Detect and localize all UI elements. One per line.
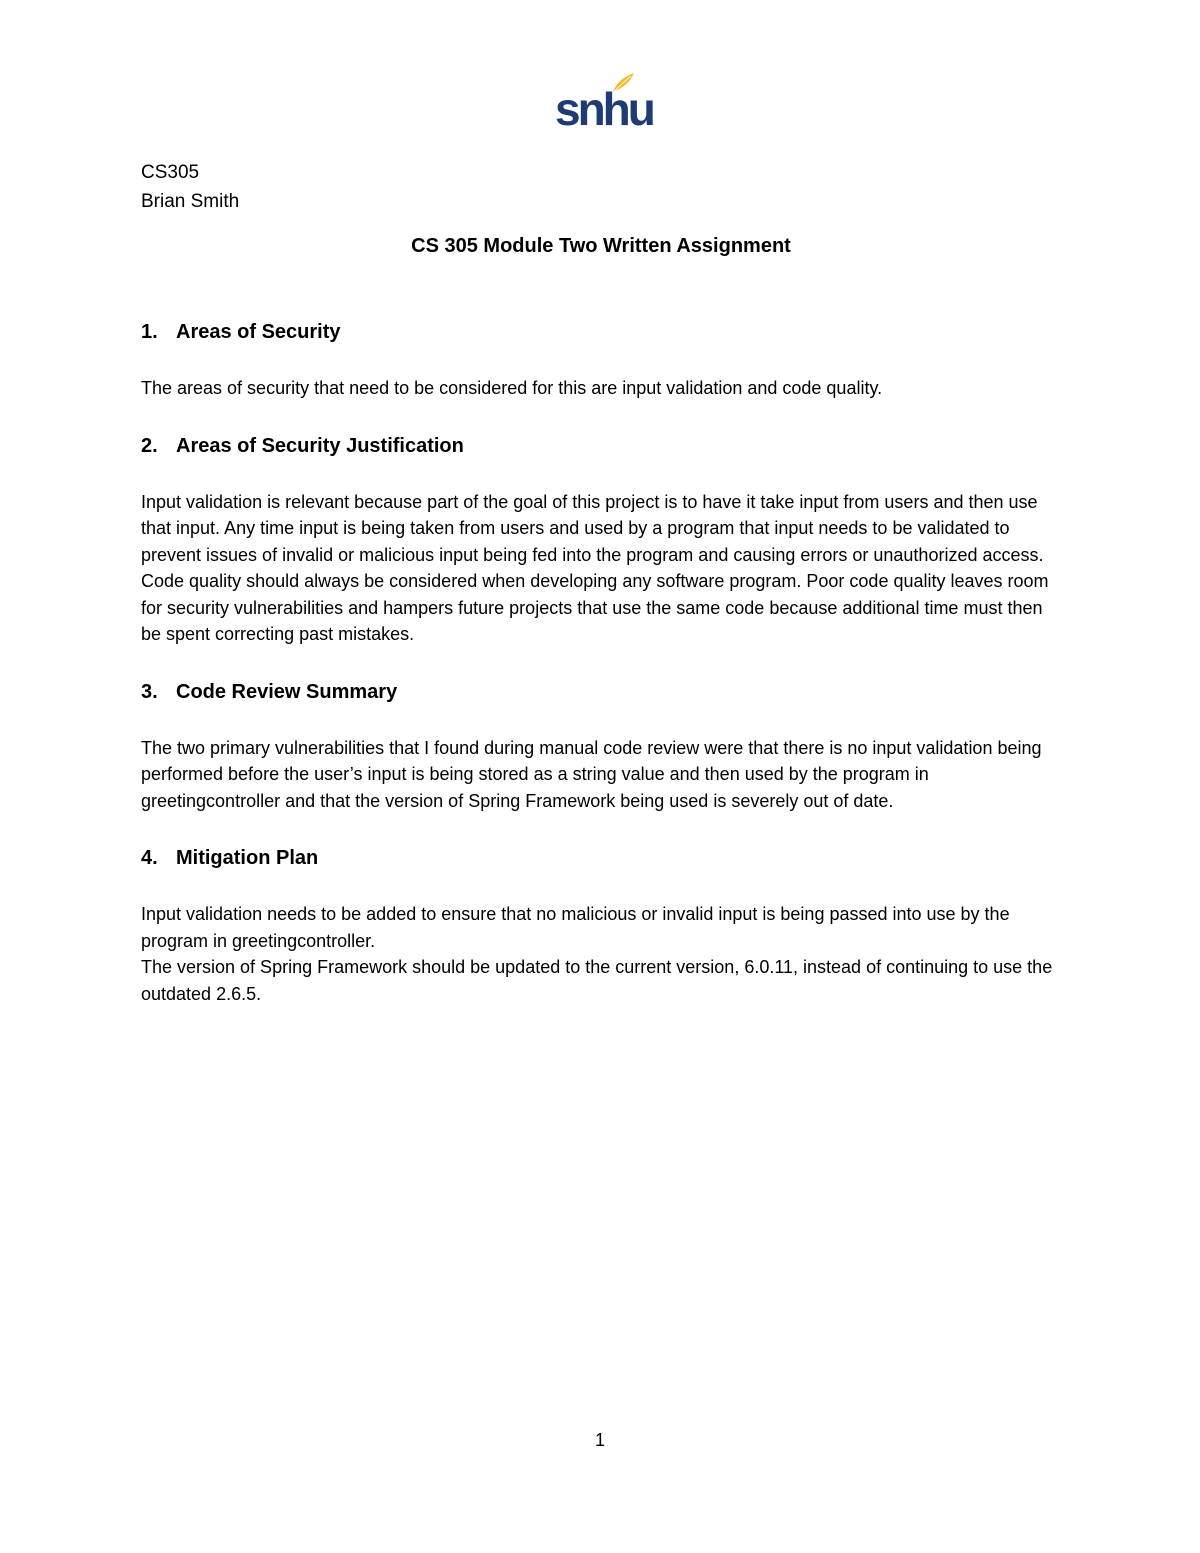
section-areas-of-security — [141, 318, 1061, 402]
section-number: 2. — [141, 434, 158, 457]
section-heading — [141, 844, 1061, 872]
paragraph: The version of Spring Framework should be updated to the current version, 6.0.11, instead of continuing to use the outdated 2.6.5. — [141, 957, 1053, 1004]
section-title: Areas of Security Justification — [176, 434, 464, 457]
section-areas-of-security-justification — [141, 432, 1061, 648]
paragraph: The two primary vulnerabilities that I found during manual code review were that there is no input validation being performed before the user’s input is being stored as a string value and then used by the program in greetingcontroller and that the version of Spring Framework being used is severely out of date. — [141, 737, 1042, 811]
document-title: CS 305 Module Two Written Assignment — [411, 235, 791, 257]
section-title: Code Review Summary — [176, 680, 398, 703]
logo-wordmark: snhu — [555, 83, 653, 135]
section-title: Mitigation Plan — [176, 847, 319, 869]
author-name: Brian Smith — [141, 191, 240, 212]
paragraph: Input validation is relevant because part of the goal of this project is to have it take input from users and then use that input. Any time input is being taken from users and used by a program that input needs to be validated to prevent issues of invalid or malicious input being fed into the program and causing errors or unauthorized access. — [141, 491, 1044, 565]
course-code: CS305 — [141, 162, 200, 183]
section-mitigation-plan — [141, 844, 1061, 1007]
section-heading — [141, 318, 1061, 346]
paragraph: Input validation needs to be added to ensure that no malicious or invalid input is being passed into use by the program in greetingcontroller. — [141, 904, 1010, 951]
section-number: 1. — [141, 321, 158, 343]
section-heading — [141, 432, 1061, 460]
snhu-logo — [555, 72, 653, 135]
document-body — [141, 158, 1061, 1007]
paragraph: Code quality should always be considered when developing any software program. Poor code quality leaves room for security vulnerabilities and hampers future projects that use the same code because additional time must then be spent correcting past mistakes. — [141, 571, 1049, 644]
section-heading — [141, 678, 1061, 706]
section-code-review-summary — [141, 678, 1061, 815]
section-title: Areas of Security — [176, 321, 341, 343]
section-number: 3. — [141, 680, 158, 703]
paragraph: The areas of security that need to be considered for this are input validation and code quality. — [141, 378, 883, 398]
page-number: 1 — [594, 1430, 605, 1450]
section-number: 4. — [141, 847, 158, 869]
